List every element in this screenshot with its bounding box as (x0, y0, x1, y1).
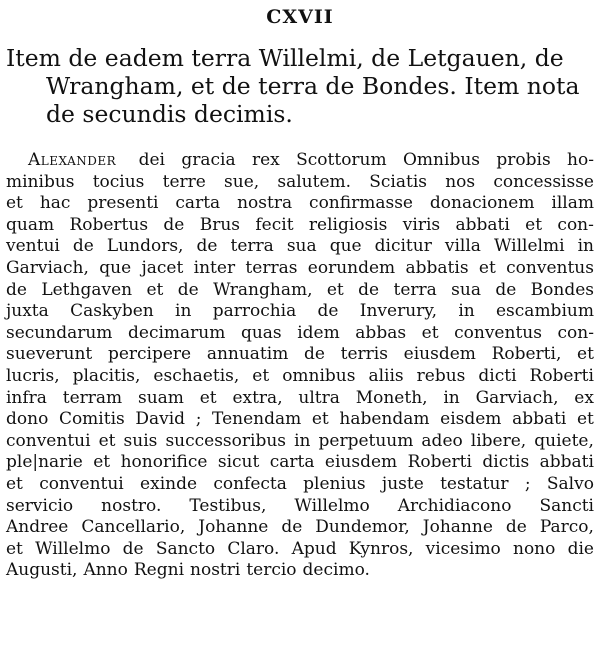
word: nostro. (101, 495, 162, 516)
word: de (358, 279, 380, 300)
word: eiusdem (403, 344, 476, 365)
word: juste (381, 473, 424, 494)
word: probis (496, 150, 551, 170)
word: Inverury, (359, 301, 438, 322)
word: ; (524, 473, 531, 494)
word: escambium (496, 301, 594, 322)
word: et (93, 452, 111, 473)
word: et (421, 322, 439, 343)
word: libere, (470, 430, 527, 451)
word: villa (444, 236, 481, 257)
text-line (6, 366, 594, 388)
word: Brus (199, 214, 241, 235)
word: Archidiacono (397, 495, 512, 516)
word: rex (251, 150, 280, 170)
word: successoribus (165, 430, 287, 451)
word: sua (286, 236, 317, 257)
text-line (6, 431, 594, 453)
word: honorifice (120, 452, 208, 473)
word: Willelmi (493, 236, 565, 257)
word: conventus (506, 257, 594, 278)
text-line (6, 409, 594, 431)
word: Johanne (198, 517, 269, 538)
word: de (495, 279, 517, 300)
word: terris (340, 344, 388, 365)
word: in (294, 430, 311, 451)
word: nostri (190, 560, 241, 581)
word: abbati (539, 452, 594, 473)
word: et (252, 365, 270, 386)
word: Anno (83, 560, 128, 581)
word: servicio (6, 495, 74, 516)
word: Sancto (155, 538, 216, 559)
word: quas (240, 322, 282, 343)
title-line: Item de eadem terra Willelmi, de Letgauen, de (6, 44, 564, 72)
word: Willelmo (294, 495, 370, 516)
word: Roberti (529, 365, 594, 386)
word: extra, (232, 387, 283, 408)
word: confecta (213, 473, 287, 494)
word: in (443, 387, 460, 408)
word: de (72, 236, 94, 257)
word: Cancellario, (81, 517, 186, 538)
word: suis (123, 430, 158, 451)
word: terra (230, 236, 274, 257)
word: dicti (478, 365, 517, 386)
word: parrochia (212, 301, 297, 322)
text-line (6, 474, 594, 496)
title-line: Wrangham, et de terra de Bondes. Item nota (46, 72, 580, 100)
text-line (6, 388, 594, 410)
word: sicut (217, 452, 260, 473)
word: omnibus (282, 365, 356, 386)
word: in (577, 236, 594, 257)
word: Lethgaven (41, 279, 133, 300)
word: Apud (291, 538, 337, 559)
word: con- (557, 322, 594, 343)
charter-title (6, 44, 596, 128)
word: viris (402, 214, 441, 235)
word: ; (195, 409, 202, 430)
word: et (326, 279, 344, 300)
word: tocius (92, 171, 145, 192)
word: Sancti (539, 495, 594, 516)
word: nostra (237, 193, 293, 214)
word: conventui (39, 473, 124, 494)
text-line (6, 301, 594, 323)
word: Wrangham, (213, 279, 313, 300)
word: abbatis (405, 257, 469, 278)
text-line (6, 258, 594, 280)
word: vicesimo (425, 538, 501, 559)
text-line (6, 539, 594, 561)
word: et (577, 409, 594, 430)
word: et (199, 387, 217, 408)
word: et (6, 538, 23, 559)
text-line (6, 172, 594, 194)
word: Garviach, (475, 387, 559, 408)
word: fecit (255, 214, 294, 235)
word: de (281, 517, 303, 538)
word: sua (451, 279, 481, 300)
word: die (567, 538, 594, 559)
word: Johanne (422, 517, 493, 538)
word: dicitur (374, 236, 432, 257)
word: Augusti, (6, 560, 78, 581)
word: Robertus (69, 214, 149, 235)
word: Parco, (539, 517, 594, 538)
text-line (6, 193, 594, 215)
word: testatur (440, 473, 509, 494)
word: suam (137, 387, 184, 408)
word: de (122, 538, 144, 559)
word: dictis (482, 452, 530, 473)
word: adeo (421, 430, 463, 451)
text-line (6, 496, 594, 518)
word: eisdem (440, 409, 502, 430)
word: de (304, 344, 325, 365)
word: donacionem (429, 193, 535, 214)
word: Kynros, (348, 538, 414, 559)
word: que (99, 257, 132, 278)
word: et (577, 344, 594, 365)
word: percipere (107, 344, 192, 365)
word: Lundors, (106, 236, 184, 257)
word: exinde (140, 473, 198, 494)
word: nono (513, 538, 556, 559)
word: Testibus, (189, 495, 267, 516)
word: Dundemor, (315, 517, 410, 538)
word: et (6, 473, 23, 494)
word: nos (445, 171, 476, 192)
word: perpetuum (318, 430, 414, 451)
word: lucris, (6, 365, 60, 386)
word: decimo. (302, 560, 370, 581)
word: Comitis (58, 409, 125, 430)
word: Moneth, (355, 387, 428, 408)
word: gracia (181, 150, 236, 170)
word: aliis (368, 365, 404, 386)
word: de (196, 236, 218, 257)
text-line (6, 280, 594, 302)
text-line (6, 215, 594, 237)
word: conventui (6, 430, 91, 451)
word: carta (269, 452, 315, 473)
word: abbati (512, 409, 567, 430)
word: et (525, 214, 543, 235)
word: ple|narie (6, 452, 83, 473)
text-line (6, 560, 594, 582)
title-line: de secundis decimis. (46, 100, 293, 128)
word: dono (6, 409, 49, 430)
word: placitis, (72, 365, 141, 386)
word: de (163, 214, 185, 235)
word: decimarum (128, 322, 226, 343)
word: religiosis (308, 214, 388, 235)
word: tercio (246, 560, 297, 581)
word: terram (62, 387, 123, 408)
word: idem (297, 322, 340, 343)
word: abbas (355, 322, 407, 343)
word: abbati (455, 214, 510, 235)
word: in (458, 301, 475, 322)
word: conventus (454, 322, 542, 343)
word: Bondes (530, 279, 594, 300)
word: minibus (6, 171, 75, 192)
word: Roberti (407, 452, 472, 473)
word: ex (574, 387, 594, 408)
word: carta (175, 193, 221, 214)
word: Willelmo (35, 538, 111, 559)
word: et (6, 193, 23, 214)
word: et (146, 279, 164, 300)
word: terra (393, 279, 437, 300)
word: quiete, (534, 430, 594, 451)
word: Omnibus (403, 150, 480, 170)
word: Sciatis (369, 171, 427, 192)
word: con- (557, 214, 594, 235)
word: eschaetis, (153, 365, 240, 386)
word: ventui (6, 236, 60, 257)
word: Garviach, (6, 257, 89, 278)
word: salutem. (277, 171, 352, 192)
charter-text (6, 150, 594, 582)
word: de (6, 279, 27, 300)
word: habendam (339, 409, 430, 430)
word: Tenendam (212, 409, 302, 430)
text-line (6, 517, 594, 539)
word: terras (245, 257, 298, 278)
word: de (317, 301, 339, 322)
word: plenius (303, 473, 366, 494)
word: que (329, 236, 362, 257)
word: illam (551, 193, 594, 214)
word: Roberti, (491, 344, 562, 365)
word: quam (6, 214, 55, 235)
word: presenti (87, 193, 159, 214)
word: annuatim (206, 344, 289, 365)
word: in (175, 301, 192, 322)
word: concessisse (493, 171, 594, 192)
word: de (177, 279, 199, 300)
word: rebus (416, 365, 466, 386)
word: infra (6, 387, 47, 408)
word: juxta (6, 301, 49, 322)
word: confirmasse (309, 193, 413, 214)
word: terre (162, 171, 206, 192)
text-line-first (6, 150, 594, 172)
word: Regni (133, 560, 185, 581)
text-line (6, 344, 594, 366)
word: jacet (141, 257, 184, 278)
word: Salvo (546, 473, 594, 494)
charter-number: CXVII (266, 6, 334, 28)
text-line (6, 452, 594, 474)
word: eiusdem (324, 452, 398, 473)
word: Caskyben (70, 301, 154, 322)
word: David (135, 409, 186, 430)
word: secundarum (6, 322, 113, 343)
word: de (505, 517, 527, 538)
word: ho- (567, 150, 594, 170)
word: hac (39, 193, 71, 214)
opening-name: Alexander (28, 150, 117, 170)
word: et (98, 430, 116, 451)
word: eorundem (307, 257, 396, 278)
word: inter (193, 257, 236, 278)
word: sueverunt (6, 344, 93, 365)
word: Claro. (227, 538, 280, 559)
text-line (6, 236, 594, 258)
text-line (6, 323, 594, 345)
word: sue, (224, 171, 260, 192)
word: Andree (6, 517, 69, 538)
word: et (311, 409, 329, 430)
word: dei (138, 150, 165, 170)
word: Scottorum (296, 150, 387, 170)
word: et (478, 257, 496, 278)
word: ultra (298, 387, 340, 408)
